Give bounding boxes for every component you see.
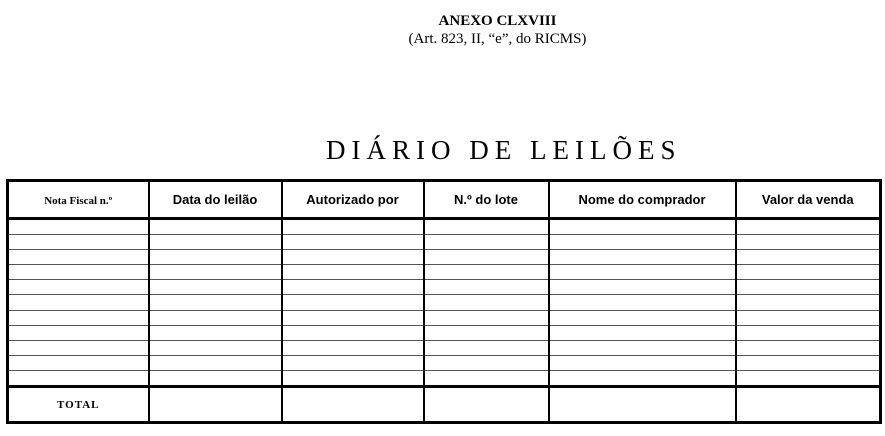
table-row bbox=[8, 250, 881, 265]
table-cell[interactable] bbox=[149, 325, 282, 340]
table-cell[interactable] bbox=[549, 280, 736, 295]
total-cell[interactable] bbox=[736, 387, 881, 423]
table-row bbox=[8, 235, 881, 250]
table-row bbox=[8, 280, 881, 295]
table-cell[interactable] bbox=[549, 310, 736, 325]
table-row bbox=[8, 310, 881, 325]
annex-header bbox=[0, 12, 885, 48]
table-cell[interactable] bbox=[736, 355, 881, 370]
table-cell[interactable] bbox=[8, 295, 149, 310]
table-cell[interactable] bbox=[736, 250, 881, 265]
column-header-buyer-name: Nome do comprador bbox=[549, 181, 736, 219]
table-cell[interactable] bbox=[8, 325, 149, 340]
column-header-authorized-by: Autorizado por bbox=[282, 181, 424, 219]
table-cell[interactable] bbox=[424, 355, 549, 370]
column-header-lot-number: N.º do lote bbox=[424, 181, 549, 219]
table-cell[interactable] bbox=[282, 370, 424, 386]
table-cell[interactable] bbox=[736, 265, 881, 280]
table-cell[interactable] bbox=[149, 219, 282, 235]
column-header-sale-value: Valor da venda bbox=[736, 181, 881, 219]
table-cell[interactable] bbox=[736, 219, 881, 235]
table-row bbox=[8, 325, 881, 340]
total-cell[interactable] bbox=[549, 387, 736, 423]
total-cell[interactable] bbox=[282, 387, 424, 423]
table-cell[interactable] bbox=[549, 370, 736, 386]
table-cell[interactable] bbox=[736, 340, 881, 355]
table-cell[interactable] bbox=[736, 370, 881, 386]
table-cell[interactable] bbox=[8, 265, 149, 280]
table-cell[interactable] bbox=[149, 250, 282, 265]
table-cell[interactable] bbox=[549, 295, 736, 310]
table-row bbox=[8, 370, 881, 386]
table-cell[interactable] bbox=[549, 219, 736, 235]
table-cell[interactable] bbox=[549, 265, 736, 280]
table-cell[interactable] bbox=[736, 310, 881, 325]
annex-reference: (Art. 823, II, “e”, do RICMS) bbox=[408, 31, 587, 47]
table-cell[interactable] bbox=[424, 340, 549, 355]
total-cell[interactable] bbox=[424, 387, 549, 423]
table-cell[interactable] bbox=[736, 325, 881, 340]
table-cell[interactable] bbox=[282, 235, 424, 250]
table-cell[interactable] bbox=[736, 295, 881, 310]
table-cell[interactable] bbox=[736, 280, 881, 295]
table-cell[interactable] bbox=[282, 310, 424, 325]
table-cell[interactable] bbox=[424, 310, 549, 325]
table-cell[interactable] bbox=[8, 280, 149, 295]
table-cell[interactable] bbox=[149, 340, 282, 355]
total-row bbox=[8, 387, 881, 423]
table-cell[interactable] bbox=[282, 250, 424, 265]
total-cell[interactable] bbox=[149, 387, 282, 423]
table-cell[interactable] bbox=[549, 340, 736, 355]
table-cell[interactable] bbox=[8, 250, 149, 265]
table-cell[interactable] bbox=[282, 325, 424, 340]
table-row bbox=[8, 219, 881, 235]
table-cell[interactable] bbox=[282, 219, 424, 235]
table-cell[interactable] bbox=[8, 219, 149, 235]
table-cell[interactable] bbox=[736, 235, 881, 250]
table-row bbox=[8, 295, 881, 310]
table-cell[interactable] bbox=[424, 280, 549, 295]
table-body bbox=[8, 219, 881, 387]
table-cell[interactable] bbox=[424, 295, 549, 310]
table-cell[interactable] bbox=[282, 295, 424, 310]
auction-ledger-table bbox=[6, 179, 882, 424]
document-title: DIÁRIO DE LEILÕES bbox=[326, 135, 682, 165]
table-cell[interactable] bbox=[149, 265, 282, 280]
table-cell[interactable] bbox=[149, 310, 282, 325]
table-row bbox=[8, 355, 881, 370]
table-cell[interactable] bbox=[424, 370, 549, 386]
annex-title: ANEXO CLXVIII bbox=[438, 13, 557, 29]
table-cell[interactable] bbox=[549, 235, 736, 250]
table-cell[interactable] bbox=[282, 280, 424, 295]
table-cell[interactable] bbox=[8, 235, 149, 250]
table-cell[interactable] bbox=[149, 295, 282, 310]
column-header-auction-date: Data do leilão bbox=[149, 181, 282, 219]
table-row bbox=[8, 340, 881, 355]
table-cell[interactable] bbox=[282, 355, 424, 370]
column-header-invoice-number: Nota Fiscal n.º bbox=[8, 181, 149, 219]
table-cell[interactable] bbox=[149, 370, 282, 386]
table-cell[interactable] bbox=[424, 235, 549, 250]
table-cell[interactable] bbox=[549, 325, 736, 340]
table-cell[interactable] bbox=[549, 355, 736, 370]
table-cell[interactable] bbox=[8, 370, 149, 386]
table-cell[interactable] bbox=[424, 325, 549, 340]
table-cell[interactable] bbox=[424, 250, 549, 265]
table-row bbox=[8, 265, 881, 280]
table-cell[interactable] bbox=[424, 265, 549, 280]
total-label: TOTAL bbox=[8, 387, 149, 423]
table-cell[interactable] bbox=[149, 355, 282, 370]
table-cell[interactable] bbox=[8, 355, 149, 370]
table-cell[interactable] bbox=[282, 265, 424, 280]
table-cell[interactable] bbox=[8, 310, 149, 325]
table-cell[interactable] bbox=[424, 219, 549, 235]
table-cell[interactable] bbox=[149, 280, 282, 295]
table-cell[interactable] bbox=[8, 340, 149, 355]
table-cell[interactable] bbox=[149, 235, 282, 250]
table-cell[interactable] bbox=[549, 250, 736, 265]
table-header-row bbox=[8, 181, 881, 219]
table-cell[interactable] bbox=[282, 340, 424, 355]
